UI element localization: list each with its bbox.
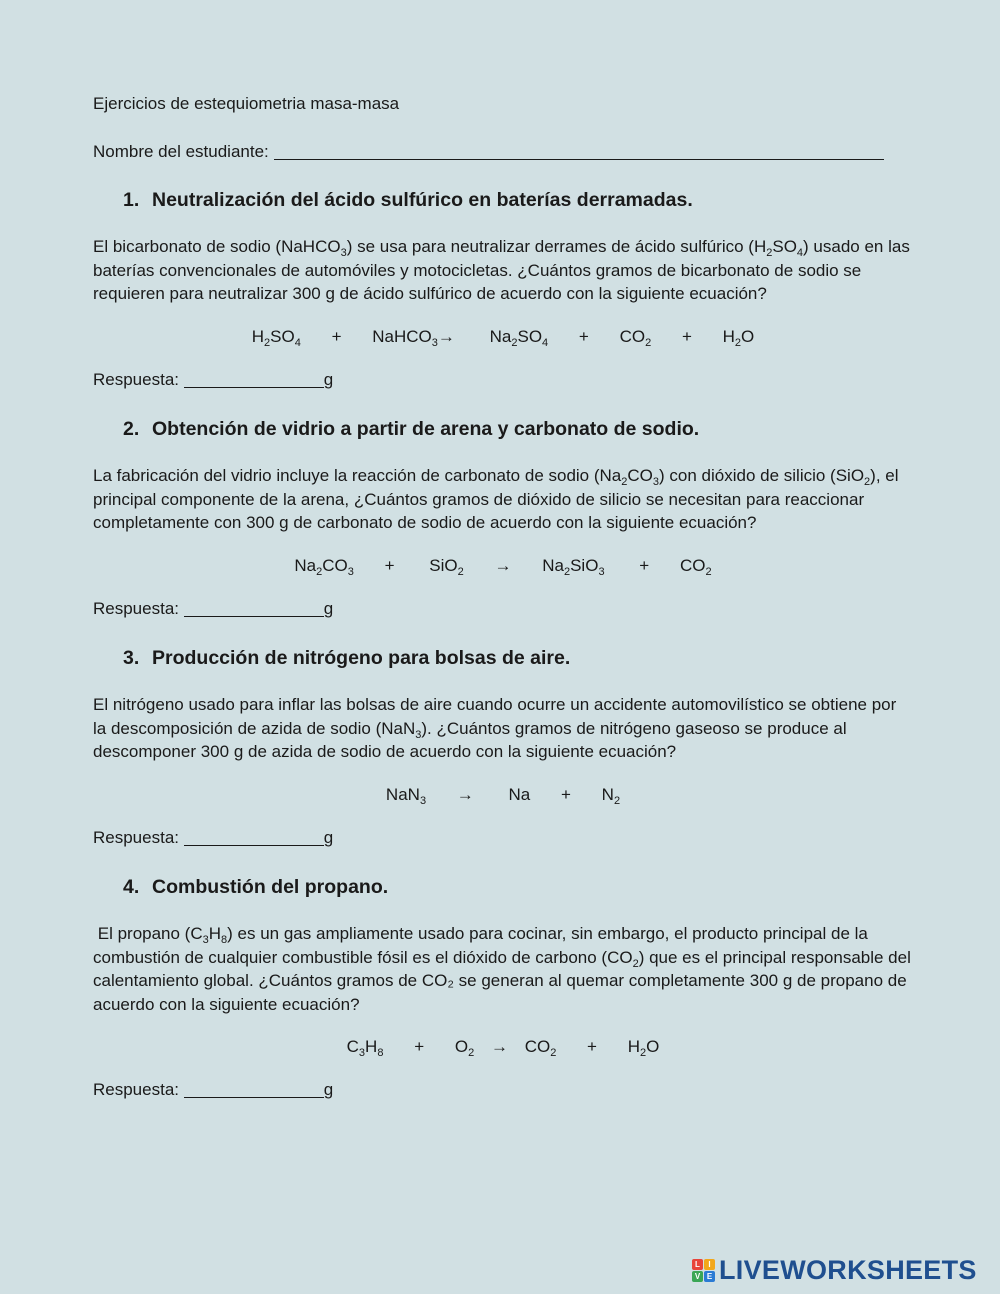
section-4-heading: 4. Combustión del propano. (123, 876, 389, 898)
section-1-equation: $H_2SO_4$ + NaHCO$_3$→ $Na_2SO_4 + CO_2 + H_2O$ (251, 327, 755, 349)
section-2-equation: $Na_2CO_3 + SiO_2 \to Na_2SiO_3 + CO_2$ (294, 556, 712, 578)
section-2-answer-input[interactable] (184, 600, 324, 617)
section-1-heading: 1. Neutralización del ácido sulfúrico en baterías derramadas. (123, 189, 693, 211)
section-2-paragraph: La fabricación del vidrio incluye la reacción de carbonato de sodio $(Na_2CO_3)$ con dióxido de silicio (SiO$_2$), el principal componente de la arena, ¿Cuántos gramos de dióxido de silicio se necesitan para reaccionar completamente con 300 g de carbonato de sodio de acuerdo con la siguiente ecuación? (93, 466, 899, 532)
section-1-answer-input[interactable] (184, 371, 324, 388)
logo-text: LIVEWORKSHEETS (719, 1254, 977, 1285)
student-name-label: Nombre del estudiante: (93, 142, 269, 161)
section-2-heading: 2. Obtención de vidrio a partir de arena y carbonato de sodio. (123, 418, 700, 440)
section-2-answer-row: Respuesta: g (93, 599, 334, 618)
worksheet-title: Ejercicios de estequiometria masa-masa (93, 94, 400, 113)
section-3-heading: 3. Producción de nitrógeno para bolsas de aire. (123, 647, 571, 669)
section-3-answer-row: Respuesta: g (93, 828, 334, 847)
student-name-row (93, 142, 884, 162)
section-4-answer-input[interactable] (184, 1081, 324, 1098)
logo-mark-icon: L I V E (692, 1259, 715, 1282)
student-name-input[interactable] (274, 143, 884, 160)
section-1-paragraph: El bicarbonato de sodio (NaHCO$_3$) se usa para neutralizar derrames de ácido sulfúrico $(H_2SO_4)$ usado en las baterías convencionales de automóviles y motocicletas. ¿Cuántos gramos de bicarbonato de sodio se requieren para neutralizar 300 g de ácido sulfúrico de acuerdo con la siguiente ecuación? (93, 237, 910, 303)
section-4-paragraph: El propano $(C_3H_8)$ es un gas ampliamente usado para cocinar, sin embargo, el producto principal de la combustión de cualquier combustible fósil es el dióxido de carbono $(CO_2)$ que es el principal responsable del calentamiento global. ¿Cuántos gramos de CO₂ se generan al quemar completamente 300 g de propano de acuerdo con la siguiente ecuación? (93, 924, 911, 1014)
section-3-answer-input[interactable] (184, 829, 324, 846)
section-3-equation: $NaN_3 \to Na + N_2$ (385, 785, 621, 807)
section-1-answer-row: Respuesta: g (93, 370, 334, 389)
liveworksheets-logo[interactable] (692, 1255, 977, 1285)
section-3-paragraph: El nitrógeno usado para inflar las bolsas de aire cuando ocurre un accidente automovilístico se obtiene por la descomposición de azida de sodio (NaN$_3$). ¿Cuántos gramos de nitrógeno gaseoso se produce al descomponer 300 g de azida de sodio de acuerdo con la siguiente ecuación? (93, 695, 897, 761)
section-4-equation: $C_3H_8 + O_2 \to CO_2 + H_2O$ (346, 1037, 660, 1059)
section-4-answer-row: Respuesta: g (93, 1080, 334, 1099)
